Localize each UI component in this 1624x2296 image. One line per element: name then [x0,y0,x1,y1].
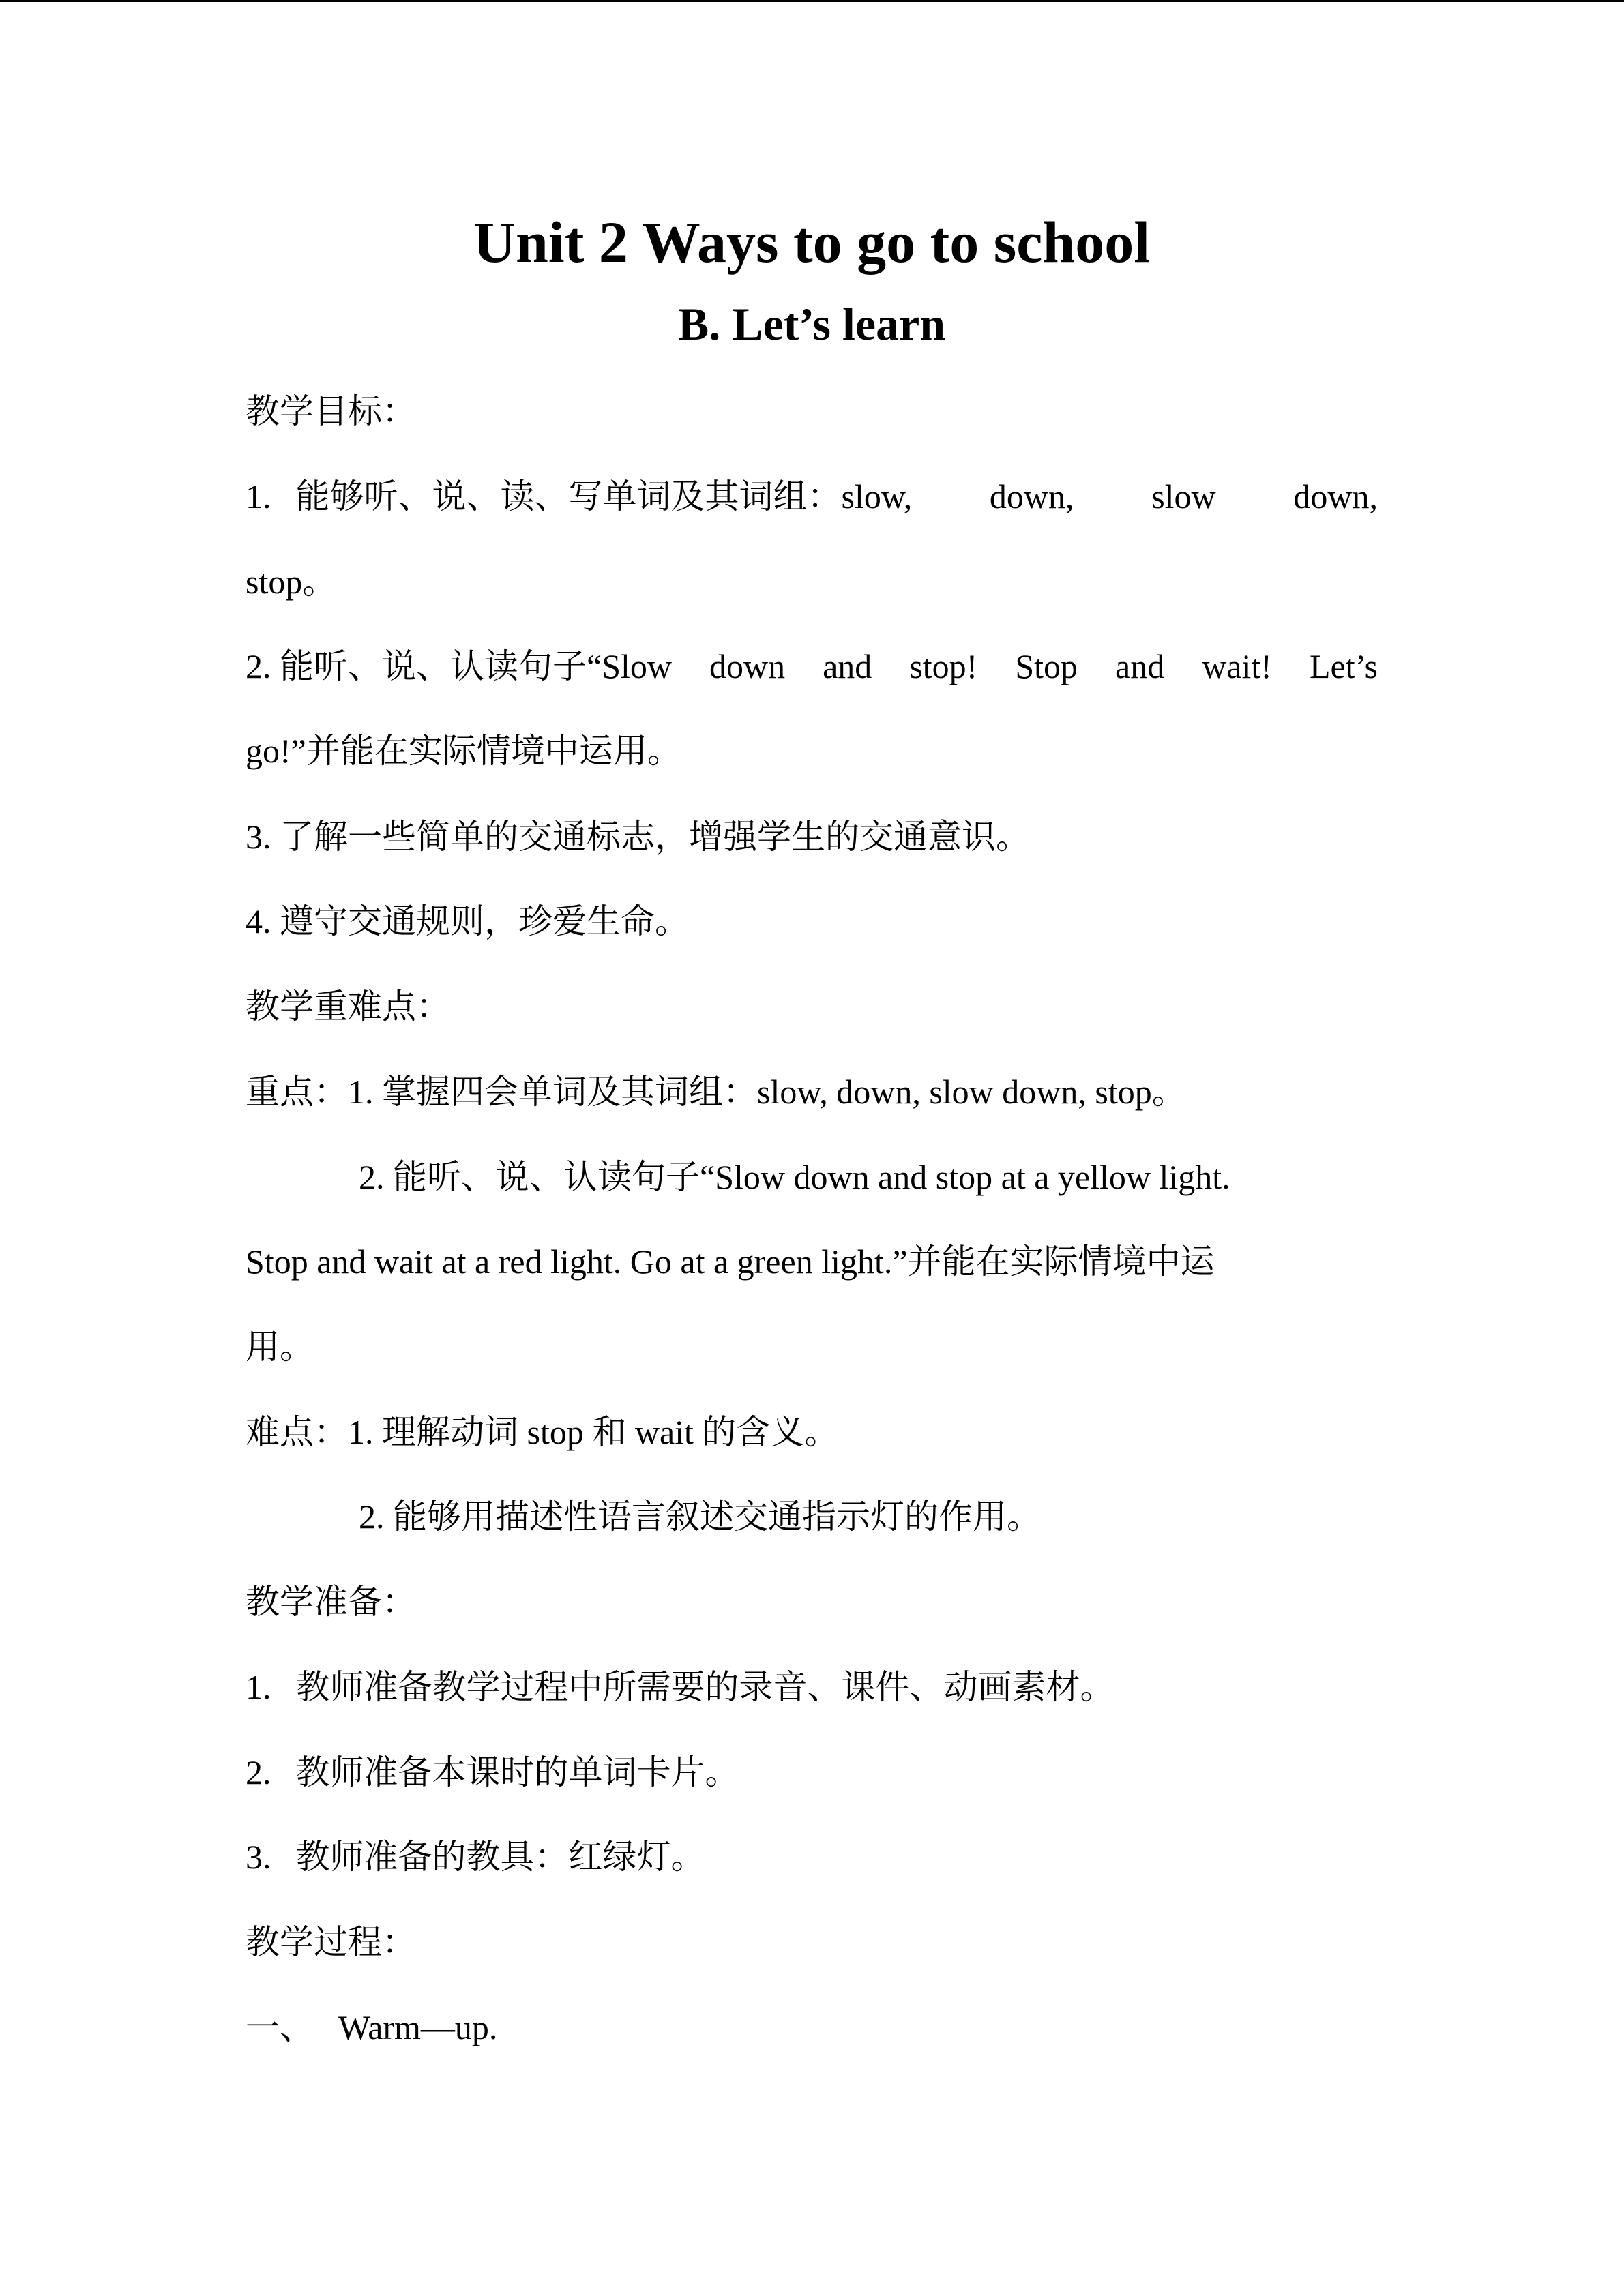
process-step-1 [246,2000,1378,2055]
heading-objectives: 教学目标： [246,392,416,430]
key-point-2-line-3: 用。 [246,1328,314,1366]
key-point-1: 重点：1. 掌握四会单词及其词组：slow, down, slow down, stop。 [246,1073,1186,1111]
objective-1-part: down, [989,477,1074,516]
heading-keypoints: 教学重难点： [246,987,450,1026]
objective-2-lead [246,639,672,694]
key-point-2-line-1: 2. 能听、说、认读句子“Slow down and stop at a yellow light. [359,1158,1230,1196]
objective-2-line-1 [246,639,1378,694]
objective-3: 3. 了解一些简单的交通标志，增强学生的交通意识。 [246,818,1030,856]
objective-1-number: 1. [246,477,271,516]
objective-2-part: wait! [1202,647,1272,685]
objective-4: 4. 遵守交通规则，珍爱生命。 [246,902,689,940]
objective-2-part: and [1115,647,1165,685]
objective-2-part: down [709,647,786,685]
objective-1-line-1 [246,469,1378,524]
process-step-1-text: Warm—up. [338,2008,498,2046]
objective-2-part: Let’s [1309,647,1378,685]
document-subtitle: B. Let’s learn [677,298,946,350]
top-border [0,0,1624,2]
preparation-2 [246,1745,1378,1800]
preparation-1 [246,1660,1378,1714]
preparation-1-text: 教师准备教学过程中所需要的录音、课件、动画素材。 [295,1668,1114,1706]
objective-1-part: down, [1293,477,1378,516]
key-point-2-line-2: Stop and wait at a red light. Go at a green light.”并能在实际情境中运 [246,1242,1215,1281]
objective-2-part: stop! [909,647,978,685]
objective-2-number: 2. [246,647,271,685]
difficulty-1: 难点：1. 理解动词 stop 和 wait 的含义。 [246,1413,839,1451]
objective-2-part: and [823,647,872,685]
objective-2-line-2: go!”并能在实际情境中运用。 [246,732,681,770]
objective-2-part: 能听、说、认读句子“Slow [280,647,672,685]
objective-1-part: slow [1151,477,1216,516]
heading-process: 教学过程： [246,1923,416,1961]
objective-1-text [246,469,912,524]
preparation-3-number: 3. [246,1838,271,1876]
preparation-2-text: 教师准备本课时的单词卡片。 [295,1753,739,1791]
process-step-1-number: 一、 [246,2008,314,2046]
difficulty-2: 2. 能够用描述性语言叙述交通指示灯的作用。 [359,1497,1041,1536]
preparation-3-text: 教师准备的教具：红绿灯。 [295,1838,705,1876]
heading-preparation: 教学准备： [246,1583,416,1621]
preparation-2-number: 2. [246,1753,271,1791]
preparation-3 [246,1830,1378,1884]
objective-1-part: 能够听、说、读、写单词及其词组：slow, [295,477,913,516]
objective-2-part: Stop [1015,647,1078,685]
document-title: Unit 2 Ways to go to school [473,209,1151,275]
objective-1-line-2: stop。 [246,563,337,601]
preparation-1-number: 1. [246,1668,271,1706]
